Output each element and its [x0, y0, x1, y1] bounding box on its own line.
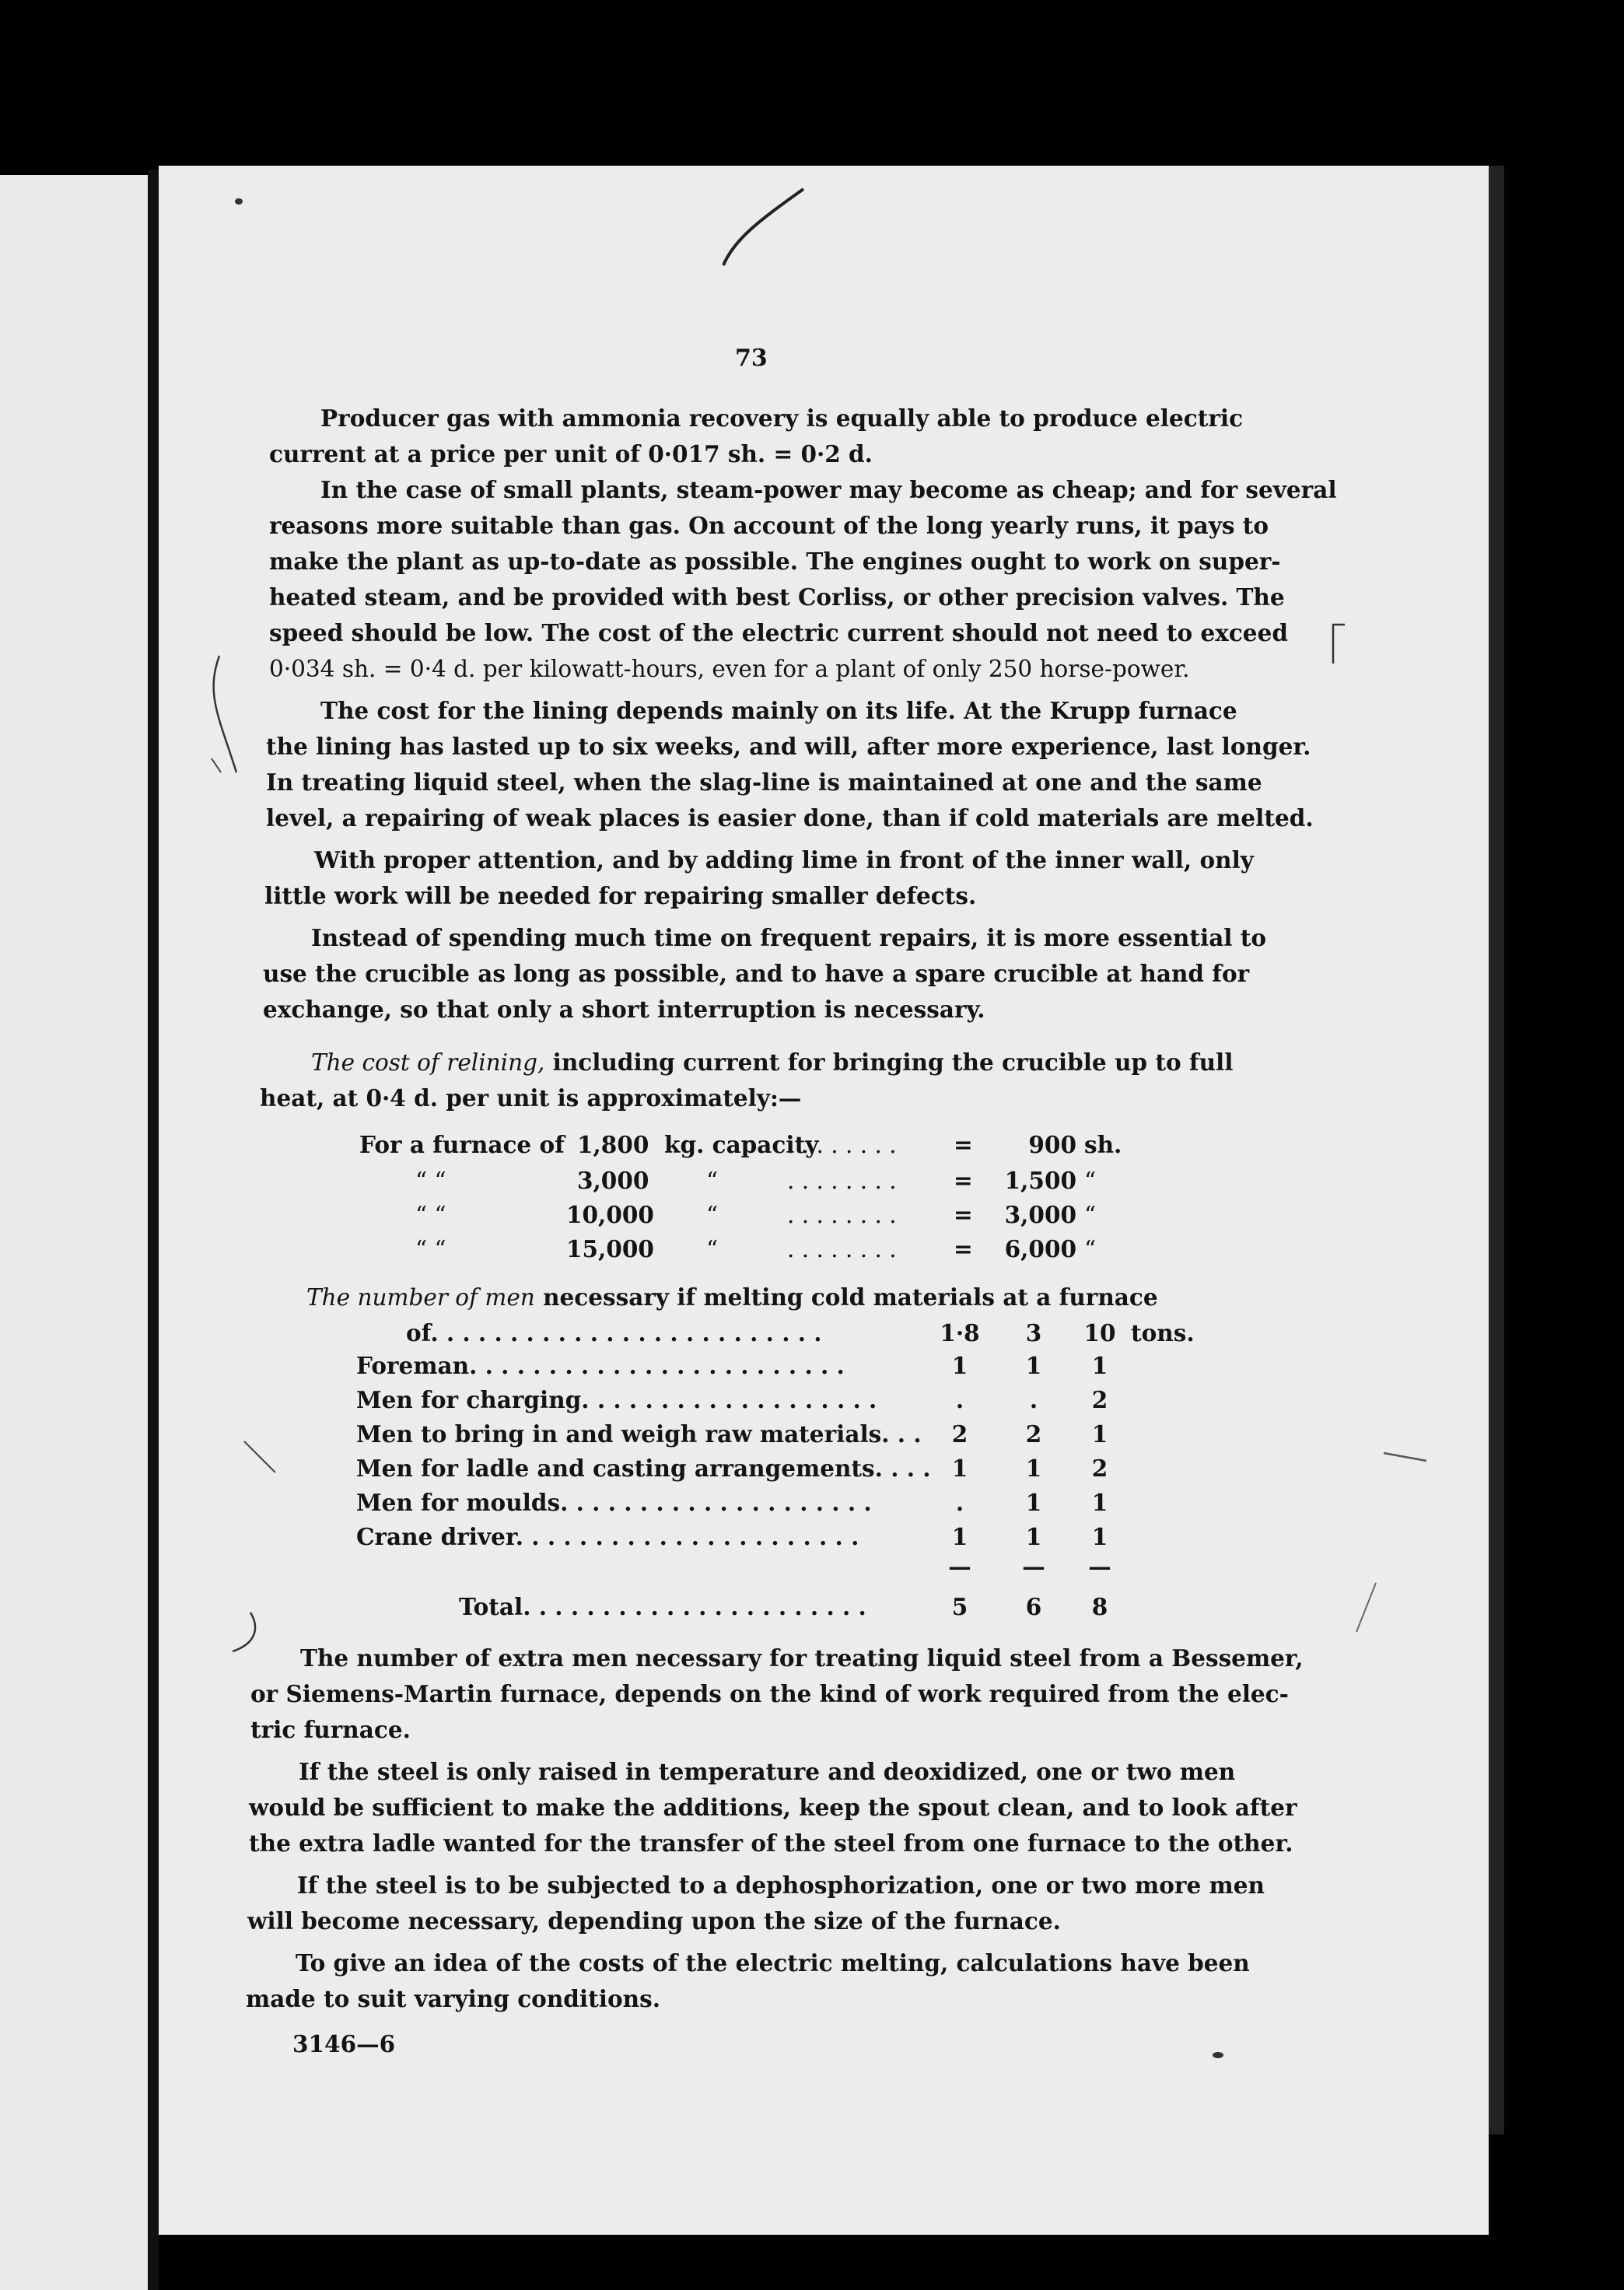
relining-intro [311, 1045, 1233, 1080]
ditto-mark: “ “ [415, 1236, 446, 1262]
page-edge-shadow [1489, 166, 1504, 2134]
total-count: 5 [951, 1593, 968, 1620]
men-count: . [955, 1489, 964, 1516]
men-count: 1 [951, 1455, 968, 1482]
text-line: the extra ladle wanted for the transfer of the steel from one furnace to the other. [249, 1830, 1293, 1857]
relining-capacity: 1,800 [577, 1131, 649, 1158]
equals-sign: = [954, 1235, 973, 1262]
relining-unit: kg. capacity [664, 1131, 819, 1158]
men-count: 1 [1091, 1523, 1108, 1550]
men-count: 1 [1025, 1523, 1042, 1550]
relining-cost: 3,000 [1004, 1201, 1076, 1228]
relining-capacity: 15,000 [566, 1235, 654, 1262]
text-line: the lining has lasted up to six weeks, and will, after more experience, last longer. [266, 733, 1311, 760]
men-row-label: Men for ladle and casting arrangements. . . . [356, 1455, 931, 1482]
sum-rule: — [1022, 1553, 1045, 1580]
men-row-label: Men for moulds. . . . . . . . . . . . . . . . . . . . [356, 1489, 872, 1516]
text-line: make the plant as up-to-date as possible. The engines ought to work on super- [269, 548, 1281, 575]
adjacent-page-edge [0, 175, 149, 2290]
total-count: 6 [1025, 1593, 1042, 1620]
ditto-mark: “ [706, 1236, 719, 1262]
men-row-label: Men for charging. . . . . . . . . . . . . . . . . . . [356, 1386, 877, 1413]
text-line: heat, at 0·4 d. per unit is approximately:— [260, 1084, 802, 1112]
italic-phrase: The cost of relining, [311, 1049, 545, 1076]
text-line: The cost for the lining depends mainly on its life. At the Krupp furnace [320, 697, 1237, 724]
men-count: 1 [1025, 1455, 1042, 1482]
ditto-mark: “ “ [415, 1202, 446, 1228]
equals-sign: = [954, 1201, 973, 1228]
men-header-unit: tons. [1131, 1319, 1195, 1346]
men-count: 1 [1091, 1420, 1108, 1448]
text-run: necessary if melting cold materials at a furnace [534, 1283, 1158, 1311]
men-header-col: 10 [1083, 1319, 1116, 1346]
dot-leader: . . . . . . . . [787, 1236, 897, 1262]
ditto-mark: “ [706, 1168, 719, 1194]
text-line: heated steam, and be provided with best Corliss, or other precision valves. The [269, 583, 1285, 611]
relining-cost: 1,500 [1004, 1167, 1076, 1194]
ditto-mark: “ [1084, 1168, 1097, 1194]
text-line: current at a price per unit of 0·017 sh. = 0·2 d. [269, 440, 873, 467]
text-line: In treating liquid steel, when the slag-line is maintained at one and the same [266, 769, 1262, 796]
text-line: or Siemens-Martin furnace, depends on the kind of work required from the elec- [250, 1680, 1289, 1707]
men-count: 2 [1091, 1455, 1108, 1482]
sum-rule: — [1088, 1553, 1111, 1580]
text-line: In the case of small plants, steam-power may become as cheap; and for several [320, 476, 1337, 503]
text-line: will become necessary, depending upon the size of the furnace. [247, 1907, 1061, 1935]
italic-phrase: The number of men [306, 1284, 535, 1311]
men-count: 2 [1025, 1420, 1042, 1448]
speck [235, 198, 243, 205]
page-number: 73 [735, 345, 768, 372]
total-count: 8 [1091, 1593, 1108, 1620]
text-line: reasons more suitable than gas. On account of the long yearly runs, it pays to [269, 512, 1269, 539]
men-row-label: Men to bring in and weigh raw materials. . . [356, 1420, 922, 1448]
men-intro [306, 1280, 1158, 1315]
men-count: . [1029, 1386, 1038, 1413]
document-page [159, 166, 1489, 2235]
ditto-mark: “ [1084, 1202, 1097, 1228]
text-line: level, a repairing of weak places is easier done, than if cold materials are melted. [266, 804, 1314, 832]
footer-signature-mark: 3146—6 [292, 2030, 396, 2057]
men-count: 2 [1091, 1386, 1108, 1413]
men-header-label: of. . . . . . . . . . . . . . . . . . . . . . . . . [406, 1319, 822, 1346]
men-count: 1 [1025, 1352, 1042, 1379]
text-line: use the crucible as long as possible, and to have a spare crucible at hand for [263, 960, 1250, 987]
text-line: tric furnace. [250, 1716, 411, 1743]
text-line: Instead of spending much time on frequent repairs, it is more essential to [311, 924, 1267, 951]
equals-sign: = [954, 1131, 973, 1158]
relining-cost: 900 [1028, 1131, 1076, 1158]
text-line: If the steel is only raised in temperature and deoxidized, one or two men [299, 1758, 1236, 1785]
men-count: 1 [1091, 1489, 1108, 1516]
relining-capacity: 10,000 [566, 1201, 654, 1228]
ditto-mark: “ [1084, 1236, 1097, 1262]
relining-cost: 6,000 [1004, 1235, 1076, 1262]
men-count: 1 [1091, 1352, 1108, 1379]
men-count: 1 [951, 1523, 968, 1550]
equals-sign: = [954, 1167, 973, 1194]
men-count: 2 [951, 1420, 968, 1448]
ditto-mark: “ [706, 1202, 719, 1228]
men-header-col: 3 [1025, 1319, 1042, 1346]
text-line: speed should be low. The cost of the electric current should not need to exceed [269, 619, 1288, 646]
relining-capacity: 3,000 [577, 1167, 649, 1194]
text-line: 0·034 sh. = 0·4 d. per kilowatt-hours, even for a plant of only 250 horse-power. [269, 656, 1190, 682]
men-count: 1 [1025, 1489, 1042, 1516]
text-line: With proper attention, and by adding lime in front of the inner wall, only [314, 846, 1254, 874]
text-line: would be sufficient to make the additions, keep the spout clean, and to look after [249, 1794, 1297, 1821]
speck [1213, 2052, 1223, 2058]
men-count: . [955, 1386, 964, 1413]
text-line: exchange, so that only a short interruption is necessary. [263, 996, 985, 1023]
relining-prefix: For a furnace of [359, 1131, 565, 1158]
text-line: made to suit varying conditions. [246, 1985, 660, 2012]
relining-suffix: sh. [1084, 1131, 1122, 1158]
dot-leader: . . . . . . . . [787, 1168, 897, 1194]
text-line: To give an idea of the costs of the electric melting, calculations have been [296, 1949, 1250, 1977]
dot-leader: . . . . . . . . [787, 1202, 897, 1228]
text-line: little work will be needed for repairing smaller defects. [264, 882, 977, 909]
text-line: Producer gas with ammonia recovery is equally able to produce electric [320, 404, 1244, 432]
men-header-col: 1·8 [940, 1319, 980, 1346]
dot-leader: . . . . . . . . [787, 1132, 897, 1158]
sum-rule: — [948, 1553, 971, 1580]
ditto-mark: “ “ [415, 1168, 446, 1194]
men-row-label: Crane driver. . . . . . . . . . . . . . . . . . . . . . [356, 1523, 859, 1550]
text-run: including current for bringing the crucible up to full [544, 1049, 1234, 1076]
men-count: 1 [951, 1352, 968, 1379]
text-line: If the steel is to be subjected to a dephosphorization, one or two more men [297, 1872, 1265, 1899]
page-gutter [148, 170, 159, 2290]
men-row-label: Foreman. . . . . . . . . . . . . . . . . . . . . . . . [356, 1352, 845, 1379]
text-line: The number of extra men necessary for treating liquid steel from a Bessemer, [300, 1644, 1304, 1672]
total-label: Total. . . . . . . . . . . . . . . . . . . . . . [459, 1593, 866, 1620]
